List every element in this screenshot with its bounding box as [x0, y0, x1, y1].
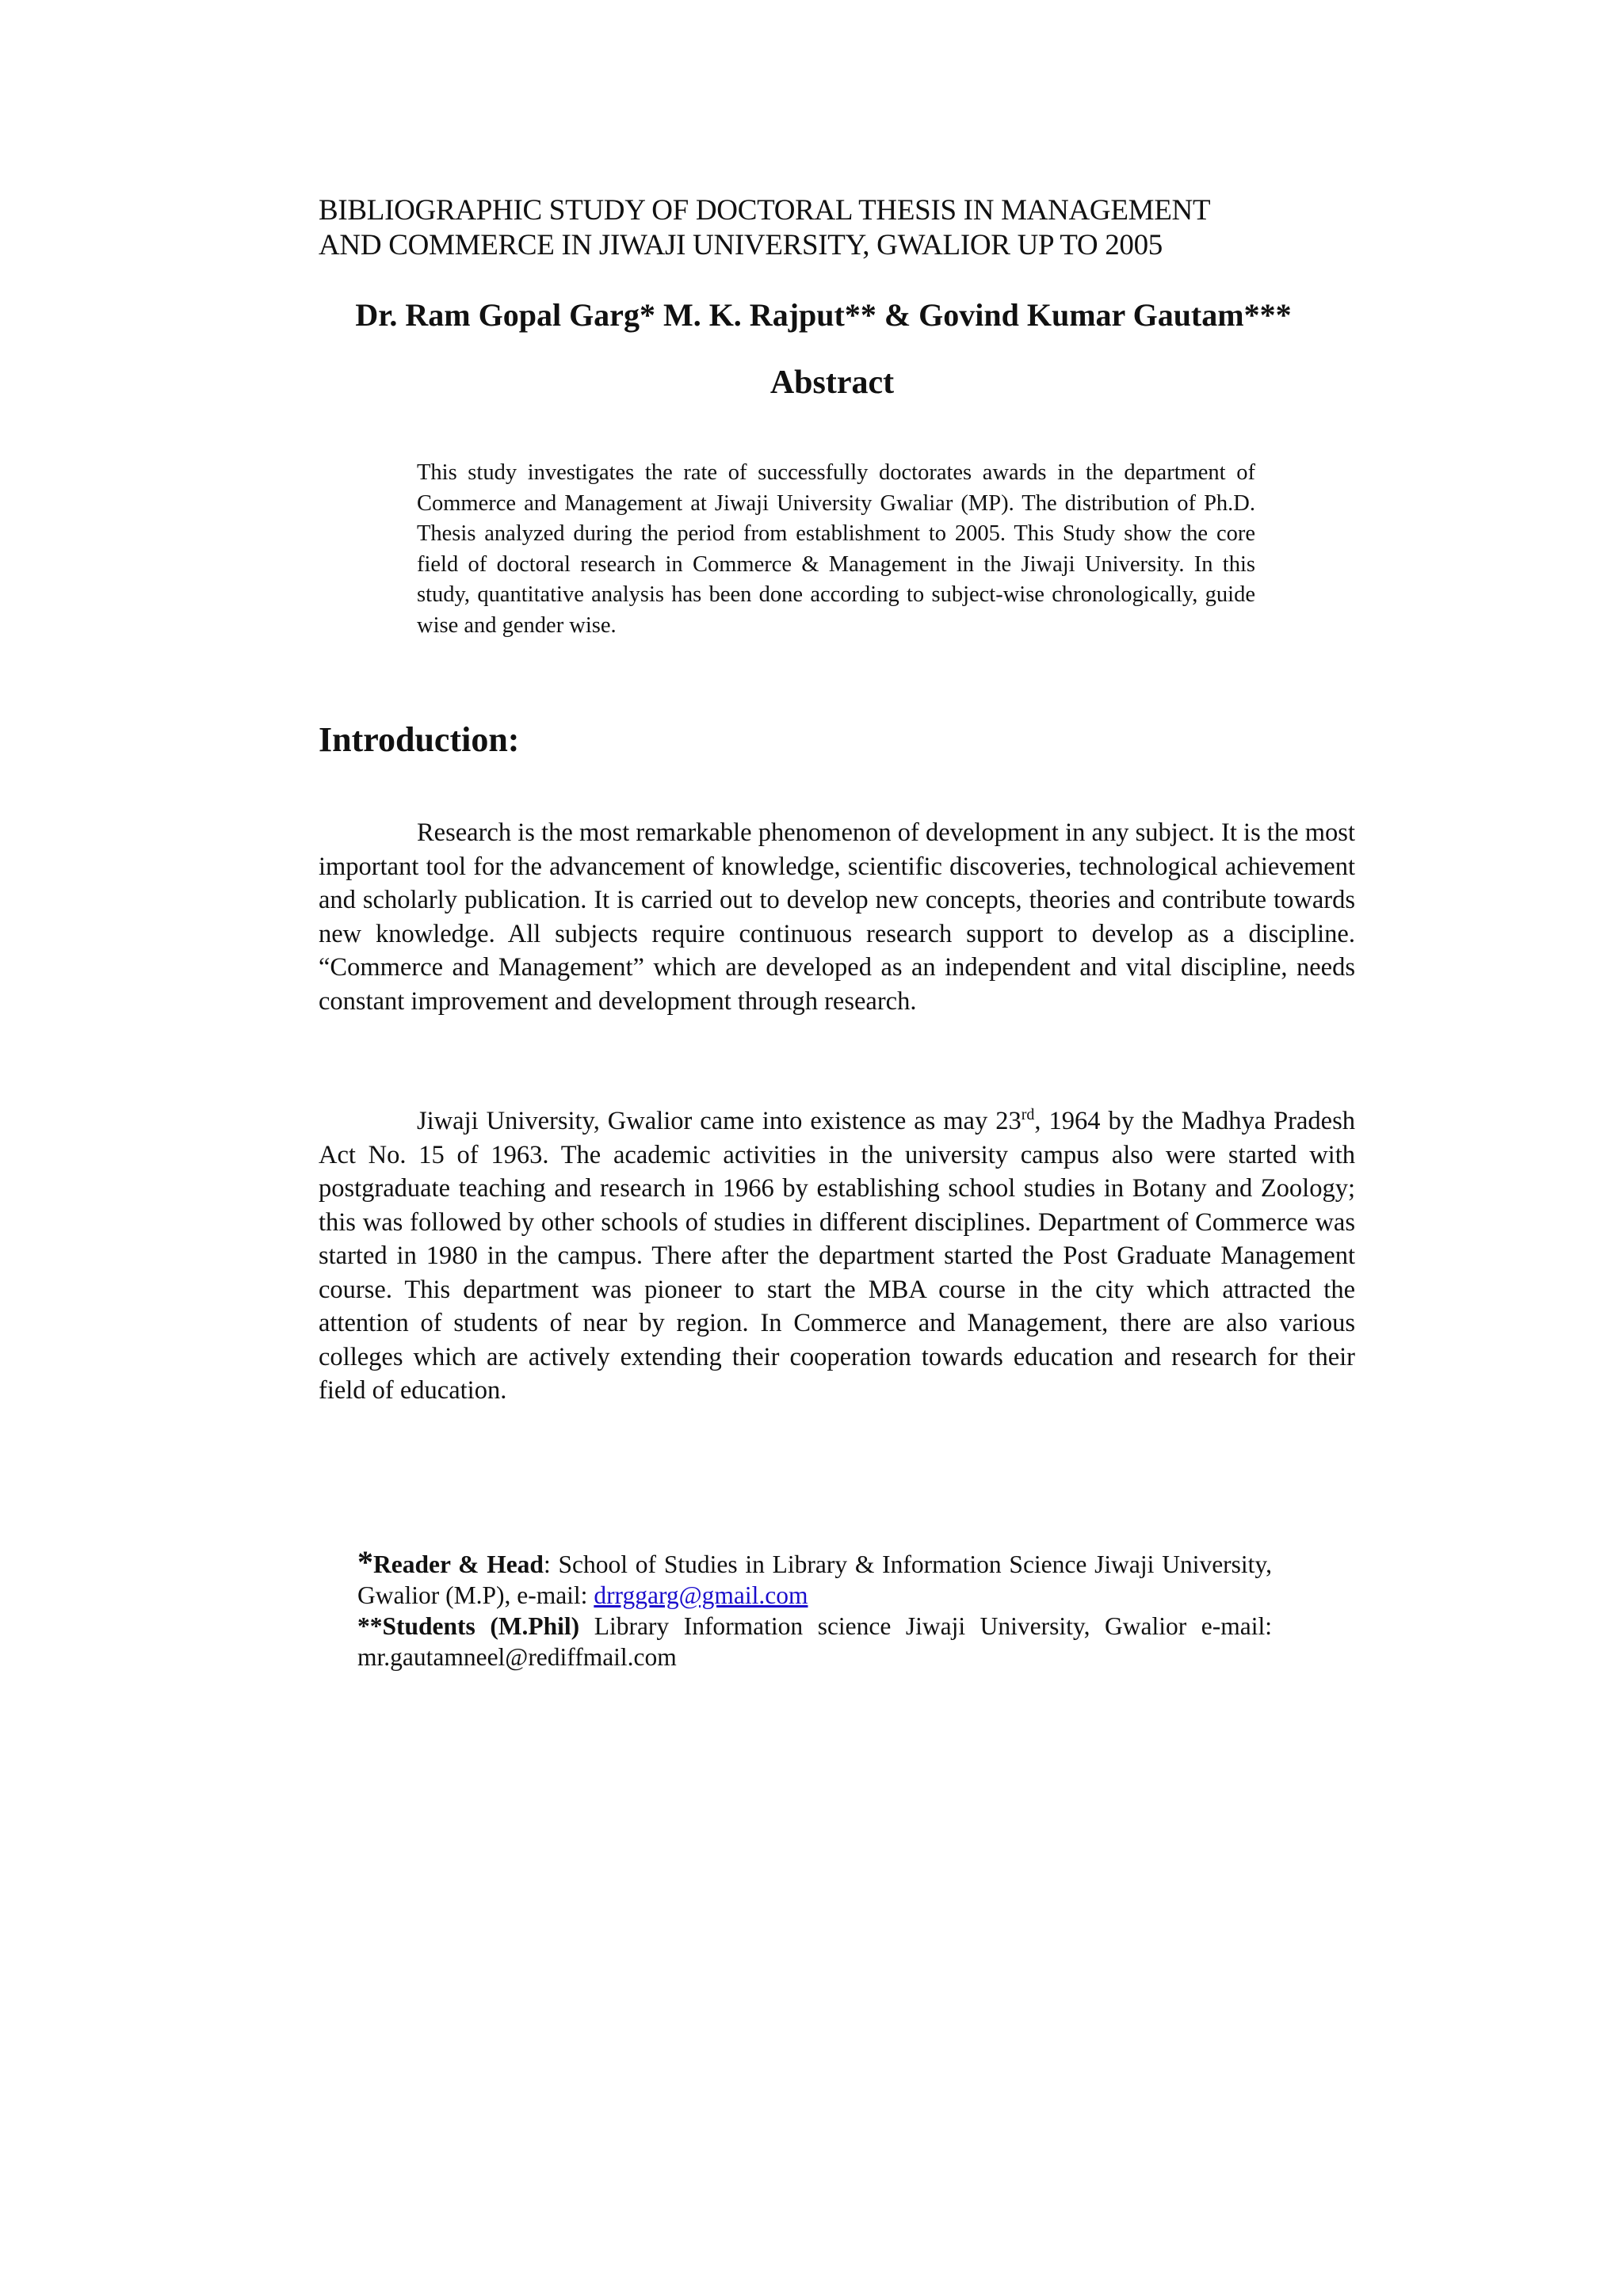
footnote-2-label: **Students (M.Phil) [357, 1612, 580, 1640]
footnote-1 [357, 1547, 1272, 1611]
paragraph-2-text-rest: , 1964 by the Madhya Pradesh Act No. 15 of 1963. The academic activities in the university campus also were started with postgraduate teaching and research in 1966 by establishing school studies in Botany and Zoology; this was followed by other schools of studies in different disciplines. Department of Commerce was started in 1980 in the campus. There after the department started the Post Graduate Management course. This department was pioneer to start the MBA course in the city which attracted the attention of students of near by region. In Commerce and Management, there are also various colleges which are actively extending their cooperation towards education and research for their field of education. [319, 1107, 1355, 1405]
ordinal-suffix: rd [1021, 1106, 1035, 1124]
abstract-body: This study investigates the rate of successfully doctorates awards in the department of Commerce and Management at Jiwaji University Gwaliar (MP). The distribution of Ph.D. Thesis analyzed during the period from establishment to 2005. This Study show the core field of doctoral research in Commerce & Management in the Jiwaji University. In this study, quantitative analysis has been done according to subject-wise chronologically, guide wise and gender wise. [417, 460, 1255, 638]
paper-title-line-2: AND COMMERCE IN JIWAJI UNIVERSITY, GWALIOR UP TO 2005 [319, 229, 1163, 261]
footnote-1-marker: * [357, 1547, 373, 1580]
introduction-heading: Introduction: [319, 720, 520, 759]
paper-title [319, 193, 1365, 263]
author-list: Dr. Ram Gopal Garg* M. K. Rajput** & Govind Kumar Gautam*** [355, 297, 1292, 333]
introduction-paragraph-1: Research is the most remarkable phenomenon of development in any subject. It is the most important tool for the advancement of knowledge, scientific discoveries, technological achievement and scholarly publication. It is carried out to develop new concepts, theories and contribute towards new knowledge. All subjects require continuous research support to develop as a discipline. “Commerce and Management” which are developed as an independent and vital discipline, needs constant improvement and development through research. [319, 818, 1355, 1016]
abstract-heading: Abstract [769, 364, 895, 401]
footnote-2-text: Library Information science Jiwaji University, Gwalior e-mail: mr.gautamneel@rediffmail.com [357, 1612, 1272, 1671]
introduction-paragraph-2 [319, 1104, 1355, 1408]
paragraph-2-text-start: Jiwaji University, Gwalior came into existence as may 23 [417, 1107, 1022, 1135]
paper-title-line-1: BIBLIOGRAPHIC STUDY OF DOCTORAL THESIS IN MANAGEMENT [319, 194, 1211, 227]
footnote-1-email-link[interactable]: drrggarg@gmail.com [594, 1581, 808, 1609]
footnote-1-text: : School of Studies in Library & Information Science Jiwaji University, Gwalior (M.P), e-mail: [357, 1550, 1272, 1609]
footnote-2 [357, 1611, 1272, 1672]
footnote-1-label: Reader & Head [373, 1550, 544, 1578]
footnotes [357, 1547, 1272, 1672]
